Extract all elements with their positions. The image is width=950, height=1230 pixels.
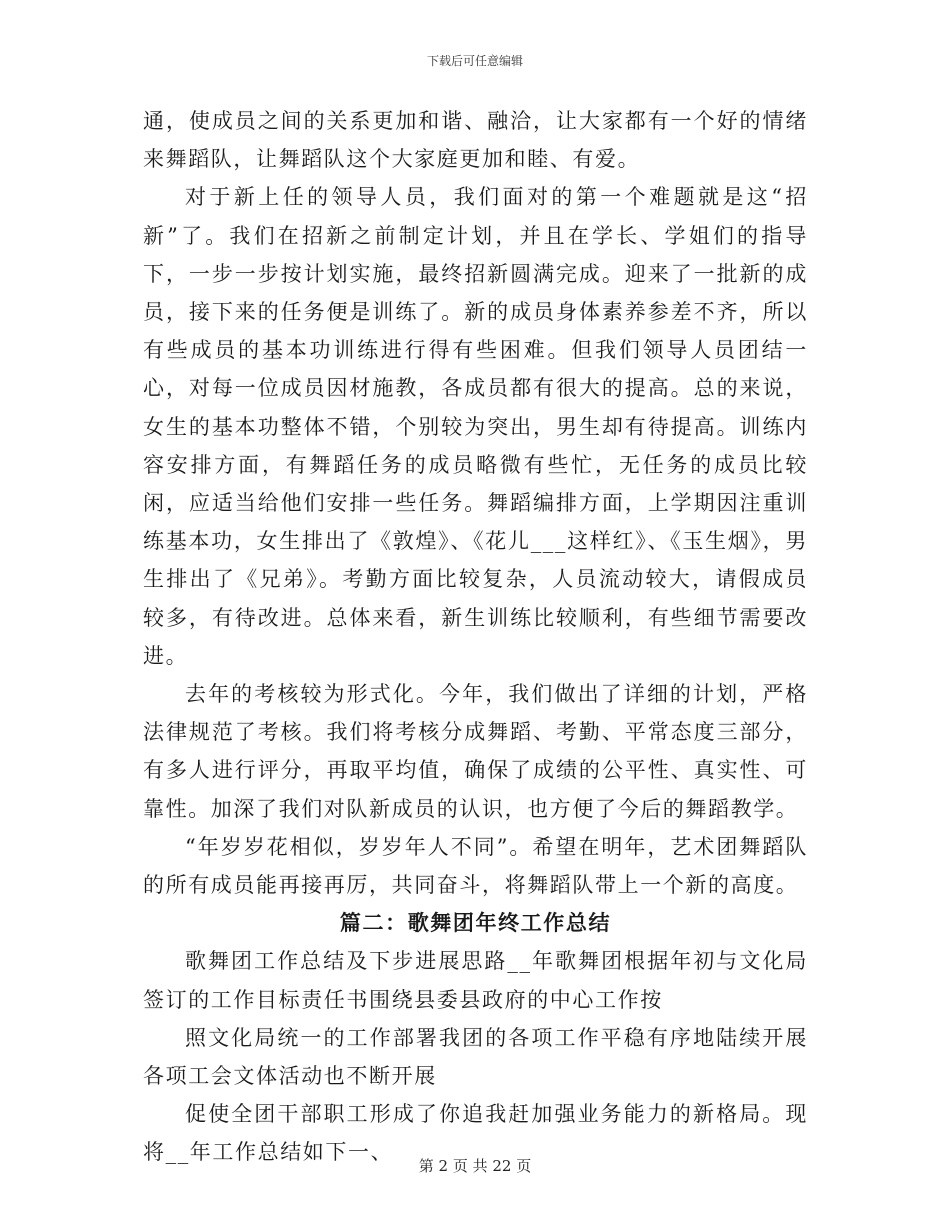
section-paragraph-1: 歌舞团工作总结及下步进展思路__年歌舞团根据年初与文化局签订的工作目标责任书围绕县委县政府的中心工作按	[143, 949, 808, 1012]
paragraph-2: 对于新上任的领导人员，我们面对的第一个难题就是这“招新”了。我们在招新之前制定计划，并且在学长、学姐们的指导下，一步一步按计划实施，最终招新圆满完成。迎来了一批新的成员，接下来的任务便是训练了。新的成员身体素养参差不齐，所以有些成员的基本功训练进行得有些困难。但我们领导人员团结一心，对每一位成员因材施教，各成员都有很大的提高。总的来说，女生的基本功整体不错，个别较为突出，男生却有待提高。训练内容安排方面，有舞蹈任务的成员略微有些忙，无任务的成员比较闲，应适当给他们安排一些任务。舞蹈编排方面，上学期因注重训练基本功，女生排出了《敦煌》、《花儿___这样红》、《玉生烟》，男生排出了《兄弟》。考勤方面比较复杂，人员流动较大，请假成员较多，有待改进。总体来看，新生训练比较顺利，有些细节需要改进。	[143, 185, 808, 668]
page-number: 第 2 页 共 22 页	[418, 1157, 532, 1175]
paragraph-4: “年岁岁花相似，岁岁年人不同”。希望在明年，艺术团舞蹈队的所有成员能再接再厉，共同奋斗，将舞蹈队带上一个新的高度。	[143, 834, 808, 898]
section-title: 篇二：歌舞团年终工作总结	[339, 910, 612, 936]
document-body	[143, 102, 808, 1172]
page-header: 下载后可任意编辑	[426, 54, 523, 68]
paragraph-3: 去年的考核较为形式化。今年，我们做出了详细的计划，严格法律规范了考核。我们将考核分成舞蹈、考勤、平常态度三部分，有多人进行评分，再取平均值，确保了成绩的公平性、真实性、可靠性。加深了我们对队新成员的认识，也方便了今后的舞蹈教学。	[143, 682, 808, 821]
section-paragraph-2: 照文化局统一的工作部署我团的各项工作平稳有序地陆续开展各项工会文体活动也不断开展	[143, 1025, 808, 1089]
section-paragraph-3: 促使全团干部职工形成了你追我赶加强业务能力的新格局。现将__年工作总结如下一、	[143, 1102, 808, 1165]
paragraph-1: 通，使成员之间的关系更加和谐、融洽，让大家都有一个好的情绪来舞蹈队，让舞蹈队这个大家庭更加和睦、有爱。	[143, 109, 808, 172]
